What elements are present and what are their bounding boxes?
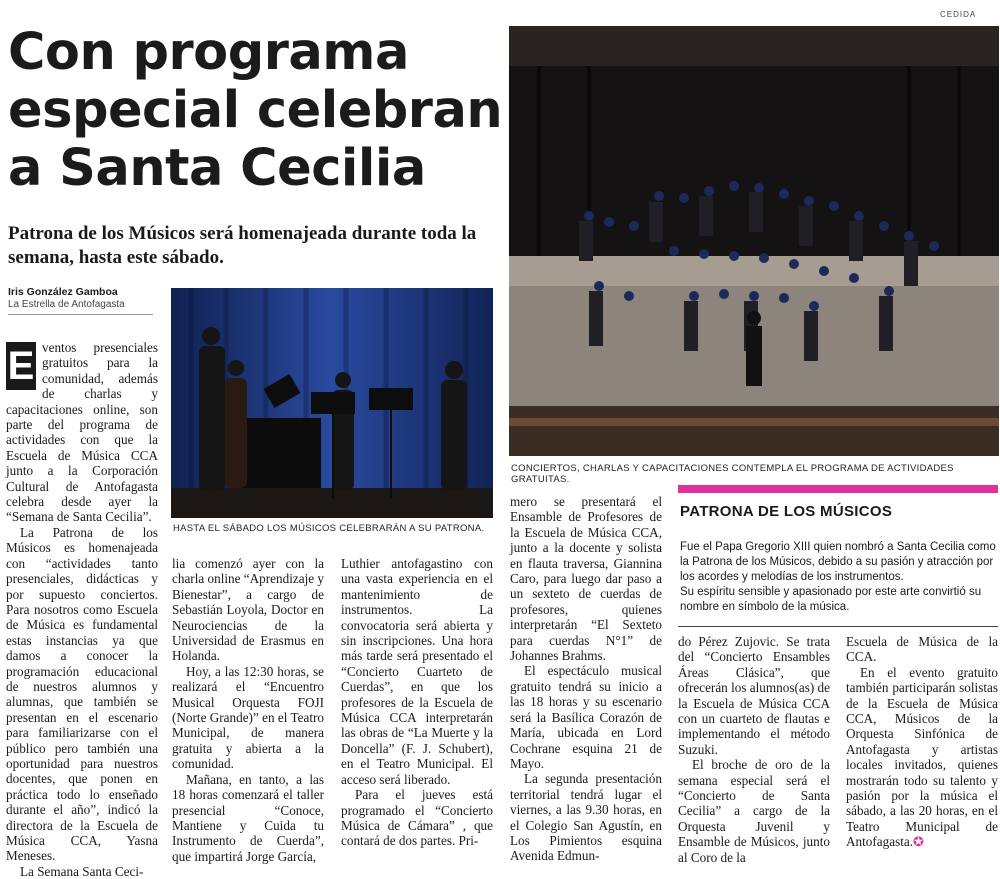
article-paragraph [846,665,998,850]
sidebar-paragraph: Fue el Papa Gregorio XIII quien nombró a Santa Cecilia como la Patrona de los Músicos, debido a su pasión y atracción por los acordes y melodías de los instrumentos. [680,541,996,583]
photo-credit: CEDIDA [940,10,977,19]
orchestra-photo-image [509,26,999,456]
sidebar-body [680,540,998,615]
article-paragraph: Escuela de Música de la CCA. [846,634,998,665]
sidebar-rule [678,626,998,627]
drop-cap: E [7,344,35,388]
byline-author: Iris González Gamboa [8,286,118,298]
article-paragraph: Mañana, en tanto, a las 18 horas comenzará el taller presencial “Conoce, Mantiene y Cuida tu Instrumento de Cuerda”, que impartirá Jorge García, [172,771,324,864]
article-paragraph: Luthier antofagastino con una vasta experiencia en el mantenimiento de instrumentos. La convocatoria será abierta y sin inscripciones. Una hora más tarde será presentado el “Concierto Cuarteto de Cuerdas”, en que los profesores de la Escuela de Música CCA interpretarán las obras de “La Muerte y la Doncella” (F. J. Schubert), en el Teatro Municipal. El acceso será liberado. [341,556,493,787]
article-paragraph: El broche de oro de la semana especial será el “Concierto de Santa Cecilia” a cargo de la Orquesta Juvenil y Ensamble de Músicos, junto al Coro de la [678,757,830,865]
article-column-6 [846,634,998,850]
article-column-5 [678,634,830,865]
article-column-2 [172,556,324,864]
small-photo-caption: HASTA EL SÁBADO LOS MÚSICOS CELEBRARÁN A SU PATRONA. [173,523,485,534]
article-paragraph: El espectáculo musical gratuito tendrá su inicio a las 18 horas y su escenario será la Basílica Corazón de María, ubicada en Lord Cochrane esquina 21 de Mayo. [510,663,662,771]
paragraph-text: ventos presenciales gratuitos para la comunidad, además de charlas y capacitaciones online, son parte del programa de actividades con que la Escuela de Música CCA junto a la Corporación Cultural de Antofagasta celebra desde ayer la “Semana de Santa Cecilia”. [6,340,158,525]
article-paragraph: Hoy, a las 12:30 horas, se realizará el “Encuentro Musical Orquesta FOJI (Norte Grande)” en el Teatro Municipal, de manera gratuita y abierta a la comunidad. [172,663,324,772]
byline-rule [8,314,153,315]
article-column-3 [341,556,493,849]
sidebar-paragraph: Su espíritu sensible y apasionado por este arte convirtió su nombre en símbolo de la música. [680,586,982,613]
article-column-4 [510,494,662,864]
quartet-photo [171,288,493,518]
subheadline: Patrona de los Músicos será homenajeada durante toda la semana, hasta este sábado. [8,223,477,268]
end-mark-icon: ✪ [913,834,925,850]
headline [8,24,504,198]
headline-line: a Santa Cecilia [8,139,426,198]
article-paragraph: lia comenzó ayer con la charla online “Aprendizaje y Bienestar”, a cargo de Sebastián Loyola, Doctor en Neurociencias de la Universidad de Erasmus en Holanda. [172,556,324,664]
sidebar-accent-bar [678,485,998,493]
sidebar-title: PATRONA DE LOS MÚSICOS [680,503,893,520]
article-paragraph: Para el jueves está programado el “Concierto Música de Cámara” , que contará de dos partes. Pri- [341,787,493,849]
article-paragraph: La segunda presentación territorial tendrá lugar el viernes, a las 9.30 horas, en el Colegio San Agustín, en Los Pimientos esquina Avenida Edmun- [510,771,662,864]
article-paragraph: La Patrona de los Músicos es homenajeada con “actividades tanto presenciales, didácticas y por supuesto conciertos. Para nosotros como Escuela de Música es fundamental estas instancias ya que damos a conocer la programación educacional de nuestros alumnos y alumnas, que también se presentan en el escenario para familiarizarse con el público pero también una oportunidad para nuestros docentes, que ponen en práctica todo lo enseñado durante el año”, indicó la directora de la Escuela de Música CCA, Yasna Meneses. [6,524,158,864]
article-paragraph [6,340,158,525]
big-photo-caption: CONCIERTOS, CHARLAS Y CAPACITACIONES CONTEMPLA EL PROGRAMA DE ACTIVIDADES GRATUITAS. [511,463,954,485]
headline-line: especial celebran [8,81,503,140]
byline-paper: La Estrella de Antofagasta [8,299,125,310]
headline-line: Con programa [8,23,409,82]
quartet-photo-image [171,288,493,518]
orchestra-photo [509,26,999,456]
paragraph-text: En el evento gratuito también participarán solistas de la Escuela de Música CCA, Músicos de la Orquesta Sinfónica de Antofagasta y artistas locales invitados, quienes mostrarán todo su talento y pasión por la música el sábado, a las 20 horas, en el Teatro Municipal de Antofagasta. [846,664,998,850]
article-paragraph: La Semana Santa Ceci- [20,863,144,879]
article-paragraph: do Pérez Zujovic. Se trata del “Concierto Ensambles Áreas Clásica”, que ofrecerán los alumnos(as) de la Escuela de Música CCA con un cuarteto de flautas e implementando el método Suzuki. [678,634,830,757]
article-paragraph: mero se presentará el Ensamble de Profesores de la Escuela de Música CCA, junto a la docente y solista en flauta traversa, Giannina Caro, para luego dar paso a un sexteto de cuerdas de profesores, quienes interpretarán “El Sexteto para cuerdas N°1” de Johannes Brahms. [510,494,662,664]
article-column-1 [6,340,158,879]
